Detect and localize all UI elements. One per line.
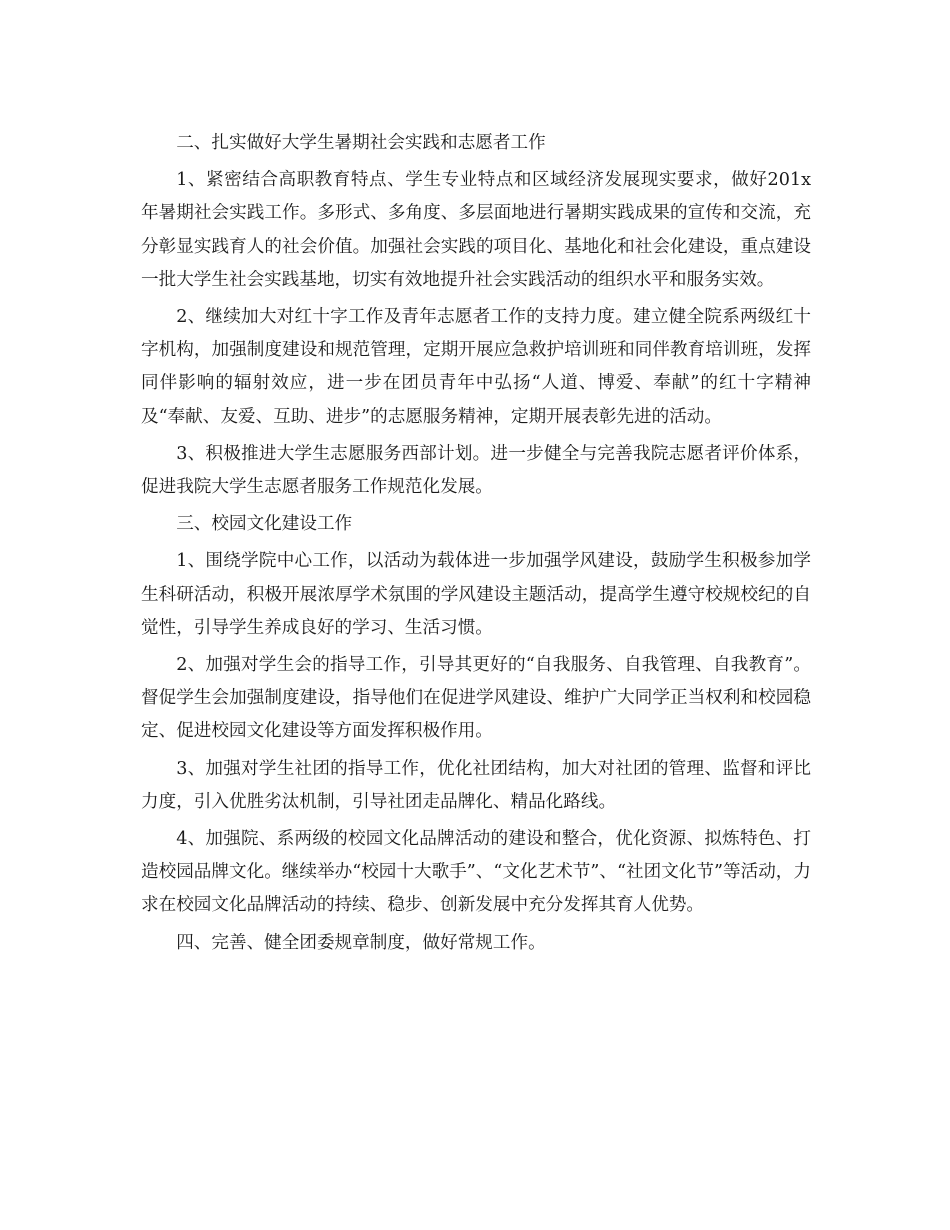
paragraph-study-style: 1、围绕学院中心工作，以活动为载体进一步加强学风建设，鼓励学生积极参加学生科研活动，积极开展浓厚学术氛围的学风建设主题活动，提高学生遵守校规校纪的自觉性，引导学生养成良好的学习、生活习惯。 [141,551,811,638]
document-page [141,127,811,960]
section-heading-2: 二、扎实做好大学生暑期社会实践和志愿者工作 [176,133,546,153]
paragraph-student-clubs: 3、加强对学生社团的指导工作，优化社团结构，加大对社团的管理、监督和评比力度，引入优胜劣汰机制，引导社团走品牌化、精品化路线。 [141,758,811,812]
section-heading-3: 三、校园文化建设工作 [176,514,353,535]
section-heading-4: 四、完善、健全团委规章制度，做好常规工作。 [176,932,546,953]
paragraph-red-cross: 2、继续加大对红十字工作及青年志愿者工作的支持力度。建立健全院系两级红十字机构，加强制度建设和规范管理，定期开展应急救护培训班和同伴教育培训班，发挥同伴影响的辐射效应，进一步在团员青年中弘扬“人道、博爱、奉献”的红十字精神及“奉献、友爱、互助、进步”的志愿服务精神，定期开展表彰先进的活动。 [141,307,811,427]
paragraph-western-plan: 3、积极推进大学生志愿服务西部计划。进一步健全与完善我院志愿者评价体系，促进我院大学生志愿者服务工作规范化发展。 [141,443,811,498]
paragraph-social-practice: 1、紧密结合高职教育特点、学生专业特点和区域经济发展现实要求，做好201x年暑期社会实践工作。多形式、多角度、多层面地进行暑期实践成果的宣传和交流，充分彰显实践育人的社会价值。加强社会实践的项目化、基地化和社会化建设，重点建设一批大学生社会实践基地，切实有效地提升社会实践活动的组织水平和服务实效。 [141,170,811,290]
paragraph-campus-culture: 4、加强院、系两级的校园文化品牌活动的建设和整合，优化资源、拟炼特色、打造校园品牌文化。继续举办“校园十大歌手”、“文化艺术节”、“社团文化节”等活动，力求在校园文化品牌活动的持续、稳步、创新发展中充分发挥其育人优势。 [141,829,811,916]
paragraph-student-union: 2、加强对学生会的指导工作，引导其更好的“自我服务、自我管理、自我教育”。督促学生会加强制度建设，指导他们在促进学风建设、维护广大同学正当权利和校园稳定、促进校园文化建设等方面发挥积极作用。 [141,655,811,742]
